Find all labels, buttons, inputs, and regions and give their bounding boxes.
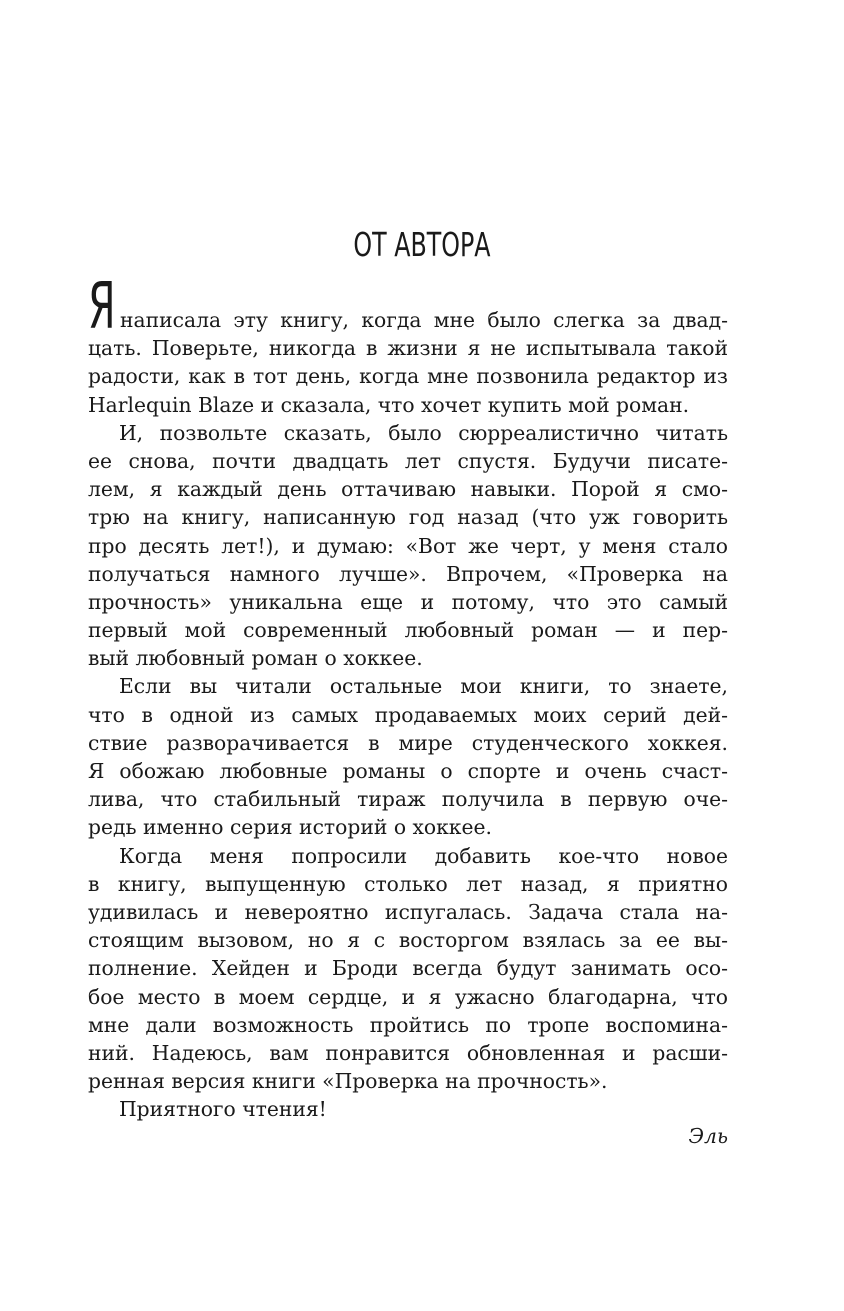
drop-cap-letter: Я bbox=[88, 270, 116, 344]
page-title: ОТ АВТОРА bbox=[353, 225, 491, 264]
text-line: что в одной из самых продаваемых моих серий дей- bbox=[88, 702, 728, 727]
body-text bbox=[88, 306, 728, 1123]
text-line: ний. Надеюсь, вам понравится обновленная и расши- bbox=[88, 1040, 728, 1065]
text-line: радости, как в тот день, когда мне позвонила редактор из bbox=[88, 364, 728, 389]
text-line: цать. Поверьте, никогда в жизни я не испытывала такой bbox=[88, 336, 728, 361]
text-line: про десять лет!), и думаю: «Вот же черт, у меня стало bbox=[88, 533, 728, 558]
text-line: редь именно серия историй о хоккее. bbox=[88, 815, 492, 840]
text-line: Когда меня попросили добавить кое-что новое bbox=[119, 843, 728, 868]
text-line: ствие разворачивается в мире студенческого хоккея. bbox=[88, 730, 728, 755]
author-signature: Эль bbox=[688, 1124, 728, 1148]
text-line: лива, что стабильный тираж получила в первую оче- bbox=[88, 787, 728, 812]
text-line: Приятного чтения! bbox=[119, 1097, 327, 1122]
text-line: удивилась и невероятно испугалась. Задача стала на- bbox=[88, 899, 728, 924]
text-line: первый мой современный любовный роман — и пер- bbox=[88, 618, 728, 643]
text-line: ренная версия книги «Проверка на прочность». bbox=[88, 1069, 608, 1094]
text-line: мне дали возможность пройтись по тропе воспомина- bbox=[88, 1012, 728, 1037]
text-line: трю на книгу, написанную год назад (что уж говорить bbox=[88, 505, 728, 530]
text-line: лем, я каждый день оттачиваю навыки. Порой я смо- bbox=[88, 477, 728, 502]
text-line: в книгу, выпущенную столько лет назад, я приятно bbox=[88, 871, 728, 896]
text-line: полнение. Хейден и Броди всегда будут занимать осо- bbox=[88, 956, 728, 981]
text-line: вый любовный роман о хоккее. bbox=[88, 646, 423, 671]
text-line: Я обожаю любовные романы о спорте и очень счаст- bbox=[88, 759, 728, 783]
text-line: И, позвольте сказать, было сюрреалистично читать bbox=[119, 420, 728, 445]
text-line: получаться намного лучше». Впрочем, «Проверка на bbox=[88, 561, 728, 586]
text-line: ее снова, почти двадцать лет спустя. Будучи писате- bbox=[88, 448, 728, 473]
text-line: Harlequin Blaze и сказала, что хочет купить мой роман. bbox=[88, 392, 690, 417]
text-line: написала эту книгу, когда мне было слегка за двад- bbox=[120, 308, 728, 332]
text-line: прочность» уникальна еще и потому, что это самый bbox=[88, 589, 728, 614]
text-line: Если вы читали остальные мои книги, то знаете, bbox=[119, 674, 728, 699]
text-line: бое место в моем сердце, и я ужасно благодарна, что bbox=[88, 984, 728, 1009]
text-line: стоящим вызовом, но я с восторгом взялась за ее вы- bbox=[88, 928, 728, 953]
